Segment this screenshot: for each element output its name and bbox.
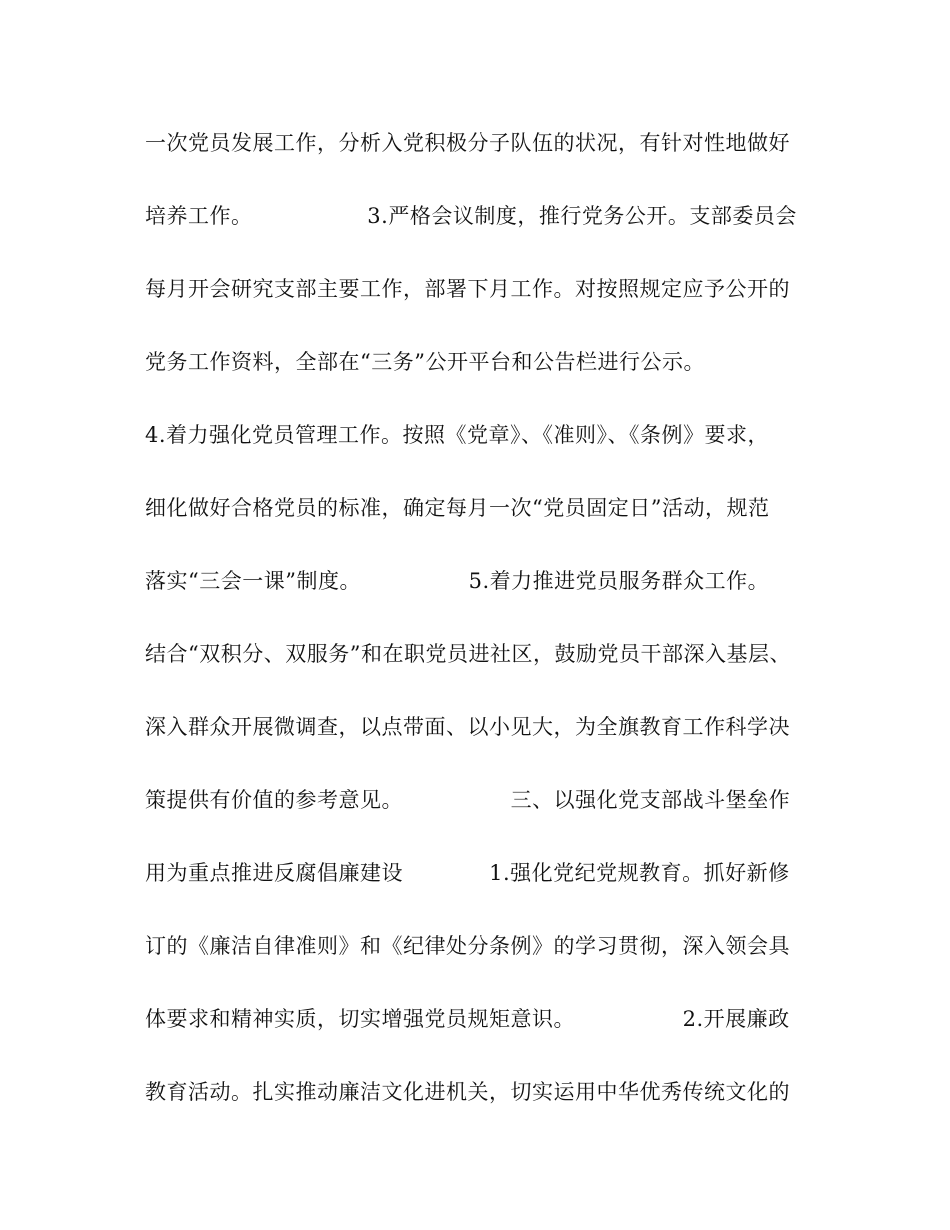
- body-text-line: 用为重点推进反腐倡廉建设 1.强化党纪党规教育。抓好新修: [145, 861, 790, 885]
- body-text-line: 策提供有价值的参考意见。 三、以强化党支部战斗堡垒作: [145, 788, 791, 812]
- body-text-line: 落实“三会一课”制度。 5.着力推进党员服务群众工作。: [145, 569, 770, 593]
- body-text-line: 细化做好合格党员的标准，确定每月一次“党员固定日”活动，规范: [145, 496, 770, 520]
- body-text-line: 体要求和精神实质，切实增强党员规矩意识。 2.开展廉政: [145, 1007, 790, 1031]
- body-text-line: 订的《廉洁自律准则》和《纪律处分条例》的学习贯彻，深入领会具: [145, 934, 790, 958]
- body-text-line: 一次党员发展工作，分析入党积极分子队伍的状况，有针对性地做好: [145, 131, 790, 155]
- body-text-line: 4.着力强化党员管理工作。按照《党章》、《准则》、《条例》要求，: [145, 423, 770, 447]
- body-text-line: 党务工作资料，全部在“三务”公开平台和公告栏进行公示。: [145, 350, 705, 374]
- body-text-line: 每月开会研究支部主要工作，部署下月工作。对按照规定应予公开的: [145, 277, 790, 301]
- body-text-line: 教育活动。扎实推动廉洁文化进机关，切实运用中华优秀传统文化的: [145, 1080, 790, 1104]
- body-text-line: 结合“双积分、双服务”和在职党员进社区，鼓励党员干部深入基层、: [145, 642, 791, 666]
- body-text-line: 培养工作。 3.严格会议制度，推行党务公开。支部委员会: [145, 204, 797, 228]
- body-text-line: 深入群众开展微调查，以点带面、以小见大，为全旗教育工作科学决: [145, 715, 790, 739]
